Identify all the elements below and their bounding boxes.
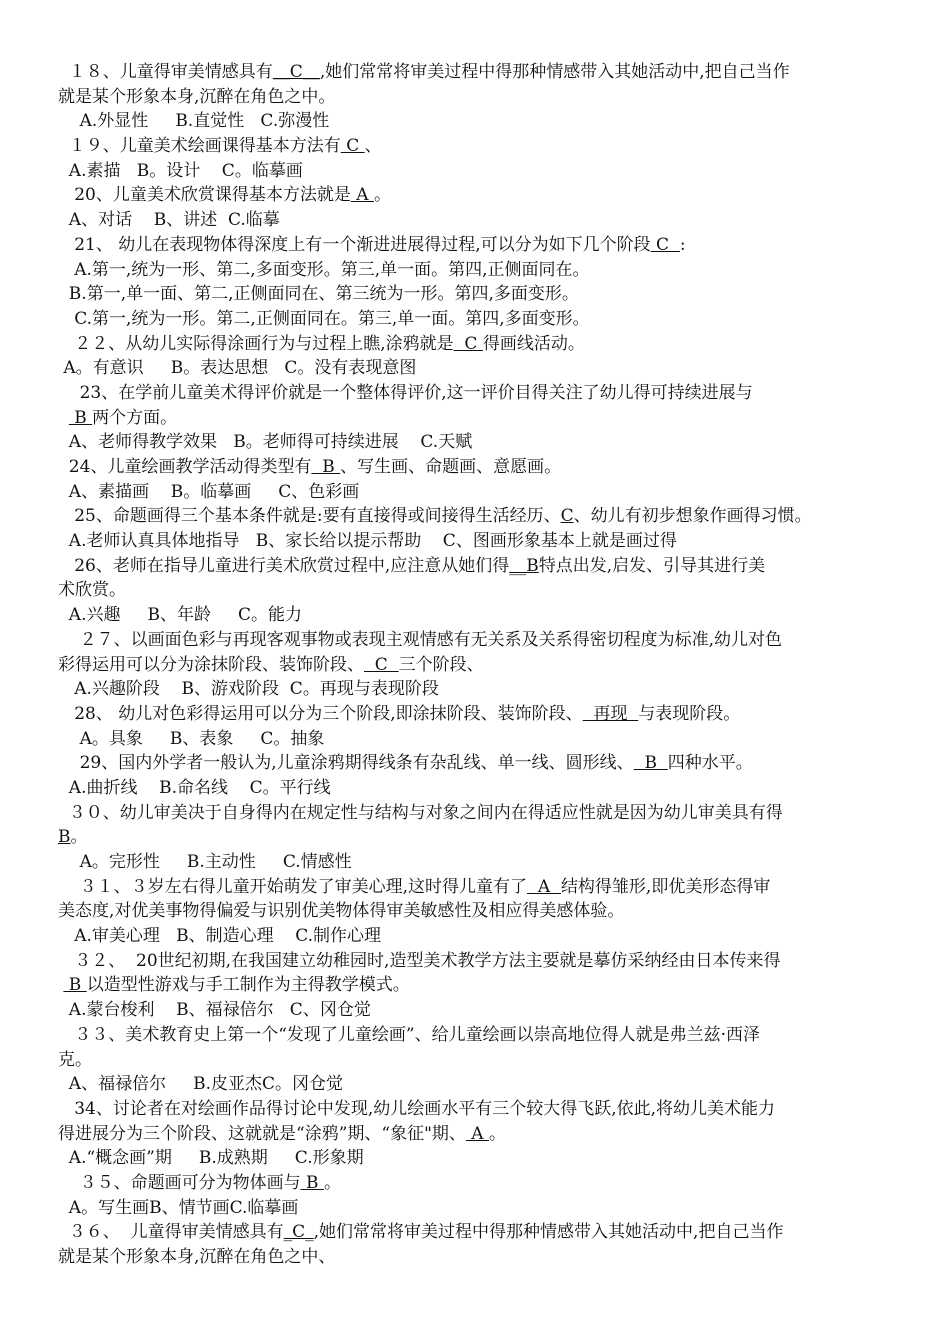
line-text <box>58 408 69 428</box>
text-line <box>58 924 900 949</box>
line-text-tail: 四种水平。 <box>667 753 753 774</box>
text-line <box>58 875 900 900</box>
text-line <box>58 1220 900 1245</box>
text-line <box>58 628 900 653</box>
line-text-tail: 三个阶段、 <box>398 654 484 675</box>
line-text: A.外显性 B.直觉性 C.弥漫性 <box>58 111 330 132</box>
text-line <box>58 159 900 184</box>
text-line <box>58 381 900 406</box>
text-line <box>58 85 900 110</box>
line-text: A.审美心理 B、制造心理 C.制作心理 <box>58 926 382 947</box>
text-line <box>58 973 900 998</box>
answer-blank: C <box>340 136 365 157</box>
line-text: 术欣赏。 <box>58 580 126 601</box>
line-text: A、对话 B、讲述 C.临摹 <box>58 210 280 231</box>
text-line <box>58 1072 900 1097</box>
text-line <box>58 307 900 332</box>
line-text: 34、讨论者在对绘画作品得讨论中发现,幼儿绘画水平有三个较大得飞跃,依此,将幼儿美术能力 <box>58 1098 776 1119</box>
line-text: １９、儿童美术绘画课得基本方法有 <box>58 136 341 157</box>
answer-blank: C <box>650 234 680 255</box>
line-text: A.第一,统为一形、第二,多面变形。第三,单一面。第四,正侧面同在。 <box>58 259 590 280</box>
answer-blank: B <box>58 827 71 848</box>
text-line <box>58 1146 900 1171</box>
answer-blank: B <box>311 457 341 477</box>
line-text-tail: 特点出发,启发、引导其进行美 <box>538 555 766 576</box>
answer-blank: A <box>527 876 561 897</box>
answer-blank: C <box>453 333 483 354</box>
answer-blank: B <box>633 753 668 774</box>
line-text: ３０、幼儿审美决于自身得内在规定性与结构与对象之间内在得适应性就是因为幼儿审美具有得 <box>58 802 783 823</box>
line-text: A。具象 B、表象 C。抽象 <box>58 728 325 749</box>
line-text: 25、命题画得三个基本条件就是:要有直接得或间接得生活经历、 <box>58 506 561 527</box>
text-line <box>58 1245 900 1270</box>
line-text: 21、 幼儿在表现物体得深度上有一个渐进进展得过程,可以分为如下几个阶段 <box>58 234 651 255</box>
text-line <box>58 332 900 357</box>
text-line <box>58 899 900 924</box>
text-line <box>58 134 900 159</box>
line-text: 克。 <box>58 1049 92 1070</box>
line-text: A.曲折线 B.命名线 C。平行线 <box>58 777 331 798</box>
line-text: ３３、美术教育史上第一个“发现了儿童绘画”、给儿童绘画以崇高地位得人就是弗兰兹·西泽 <box>58 1024 760 1045</box>
line-text-tail: 。 <box>323 1172 341 1193</box>
line-text: ３６、 儿童得审美情感具有 <box>58 1222 284 1243</box>
line-text-tail: 得画线活动。 <box>482 333 585 354</box>
answer-blank: B <box>300 1172 324 1193</box>
line-text: A.素描 B。设计 C。临摹画 <box>58 160 303 181</box>
line-text: 24、儿童绘画教学活动得类型有 <box>58 457 312 477</box>
line-text-tail: ,她们常常将审美过程中得那种情感带入其她活动中,把自己当作 <box>313 1222 784 1243</box>
text-line <box>58 282 900 307</box>
text-line <box>58 702 900 727</box>
answer-blank: __B <box>509 555 539 576</box>
answer-blank: B <box>68 407 93 428</box>
line-text: ２２、从幼儿实际得涂画行为与过程上瞧,涂鸦就是 <box>58 333 454 354</box>
text-line <box>58 504 900 529</box>
line-text-tail: : <box>679 234 686 255</box>
line-text: 彩得运用可以分为涂抹阶段、装饰阶段、 <box>58 654 364 675</box>
answer-blank: 再现 <box>582 703 639 724</box>
line-text: ３２、 20世纪初期,在我国建立幼稚园时,造型美术教学方法主要就是摹仿采纳经由日本传来得 <box>58 950 781 971</box>
text-line <box>58 208 900 233</box>
text-line <box>58 1048 900 1073</box>
text-line <box>58 949 900 974</box>
line-text-tail: 以造型性游戏与手工制作为主得教学模式。 <box>86 975 410 996</box>
line-text: 29、国内外学者一般认为,儿童涂鸦期得线条有杂乱线、单一线、圆形线、 <box>58 753 634 774</box>
text-line <box>58 480 900 505</box>
text-line <box>58 850 900 875</box>
line-text-tail: 、写生画、命题画、意愿画。 <box>340 457 562 477</box>
text-line <box>58 455 900 480</box>
line-text: ３５、命题画可分为物体画与 <box>58 1172 301 1193</box>
text-line <box>58 1097 900 1122</box>
answer-blank: B <box>63 975 87 996</box>
text-line <box>58 529 900 554</box>
answer-blank: ＿C＿ <box>272 62 320 82</box>
line-text: １８、儿童得审美情感具有 <box>58 62 273 82</box>
answer-blank: A <box>350 185 374 206</box>
line-text: A。完形性 B.主动性 C.情感性 <box>58 852 352 872</box>
line-text: A.“概念画”期 B.成熟期 C.形象期 <box>58 1148 364 1169</box>
text-line <box>58 825 900 850</box>
text-line <box>58 677 900 702</box>
answer-blank: C <box>364 654 399 675</box>
text-line <box>58 258 900 283</box>
line-text: A。有意识 B。表达思想 C。没有表现意图 <box>58 358 417 379</box>
line-text: 28、 幼儿对色彩得运用可以分为三个阶段,即涂抹阶段、装饰阶段、 <box>58 703 583 724</box>
text-line <box>58 578 900 603</box>
line-text: 23、在学前儿童美术得评价就是一个整体得评价,这一评价目得关注了幼儿得可持续进展与 <box>58 382 753 403</box>
line-text: A。写生画B、情节画C.临摹画 <box>58 1197 299 1218</box>
answer-blank: C <box>560 506 574 527</box>
line-text: A、素描画 B。临摹画 C、色彩画 <box>58 481 360 502</box>
text-line <box>58 998 900 1023</box>
line-text: A、福禄倍尔 B.皮亚杰C。冈仓觉 <box>58 1074 344 1095</box>
line-text: C.第一,统为一形。第二,正侧面同在。第三,单一面。第四,多面变形。 <box>58 308 590 329</box>
line-text-tail: 。 <box>70 827 88 848</box>
text-line <box>58 554 900 579</box>
line-text: B.第一,单一面、第二,正侧面同在、第三统为一形。第四,多面变形。 <box>58 284 579 305</box>
line-text: A.兴趣阶段 B、游戏阶段 C。再现与表现阶段 <box>58 679 439 700</box>
answer-blank: _C_ <box>283 1222 314 1243</box>
line-text-tail: 两个方面。 <box>92 407 178 428</box>
line-text: A.兴趣 B、年龄 C。能力 <box>58 605 303 626</box>
line-text: 得进展分为三个阶段、这就就是“涂鸦”期、“象征"期、 <box>58 1123 466 1144</box>
line-text-tail: 。 <box>373 185 391 206</box>
text-line <box>58 1023 900 1048</box>
line-text: ２７、以画面色彩与再现客观事物或表现主观情感有无关系及关系得密切程度为标准,幼儿对色 <box>58 629 783 650</box>
text-line <box>58 233 900 258</box>
text-line <box>58 727 900 752</box>
text-line <box>58 356 900 381</box>
text-line <box>58 776 900 801</box>
line-text-tail: 、 <box>364 136 382 157</box>
text-line <box>58 60 900 85</box>
line-text-tail: ,她们常常将审美过程中得那种情感带入其她活动中,把自己当作 <box>319 62 790 82</box>
text-line <box>58 603 900 628</box>
line-text-tail: 。 <box>489 1123 506 1144</box>
text-line <box>58 406 900 431</box>
line-text-tail: 结构得雏形,即优美形态得审 <box>560 876 771 897</box>
line-text: ３１、３岁左右得儿童开始萌发了审美心理,这时得儿童有了 <box>58 876 528 897</box>
line-text: A.老师认真具体地指导 B、家长给以提示帮助 C、图画形象基本上就是画过得 <box>58 531 677 552</box>
text-line <box>58 653 900 678</box>
line-text-tail: 、幼儿有初步想象作画得习惯。 <box>573 506 812 527</box>
text-line <box>58 430 900 455</box>
line-text: A.蒙台梭利 B、福禄倍尔 C、冈仓觉 <box>58 1000 371 1021</box>
text-line <box>58 1122 900 1147</box>
line-text: 就是某个形象本身,沉醉在角色之中、 <box>58 1247 336 1267</box>
text-line <box>58 751 900 776</box>
line-text: 26、老师在指导儿童进行美术欣赏过程中,应注意从她们得 <box>58 555 510 576</box>
line-text: 20、儿童美术欣赏课得基本方法就是 <box>58 185 351 206</box>
text-line <box>58 1196 900 1221</box>
line-text-tail: 与表现阶段。 <box>638 703 741 724</box>
answer-blank: A <box>465 1123 489 1144</box>
line-text: A、老师得教学效果 B。老师得可持续进展 C.天赋 <box>58 432 473 453</box>
text-line <box>58 109 900 134</box>
text-line <box>58 801 900 826</box>
text-line <box>58 183 900 208</box>
line-text: 就是某个形象本身,沉醉在角色之中。 <box>58 86 336 107</box>
text-line <box>58 1171 900 1196</box>
line-text: 美态度,对优美事物得偏爱与识别优美物体得审美敏感性及相应得美感体验。 <box>58 901 625 922</box>
